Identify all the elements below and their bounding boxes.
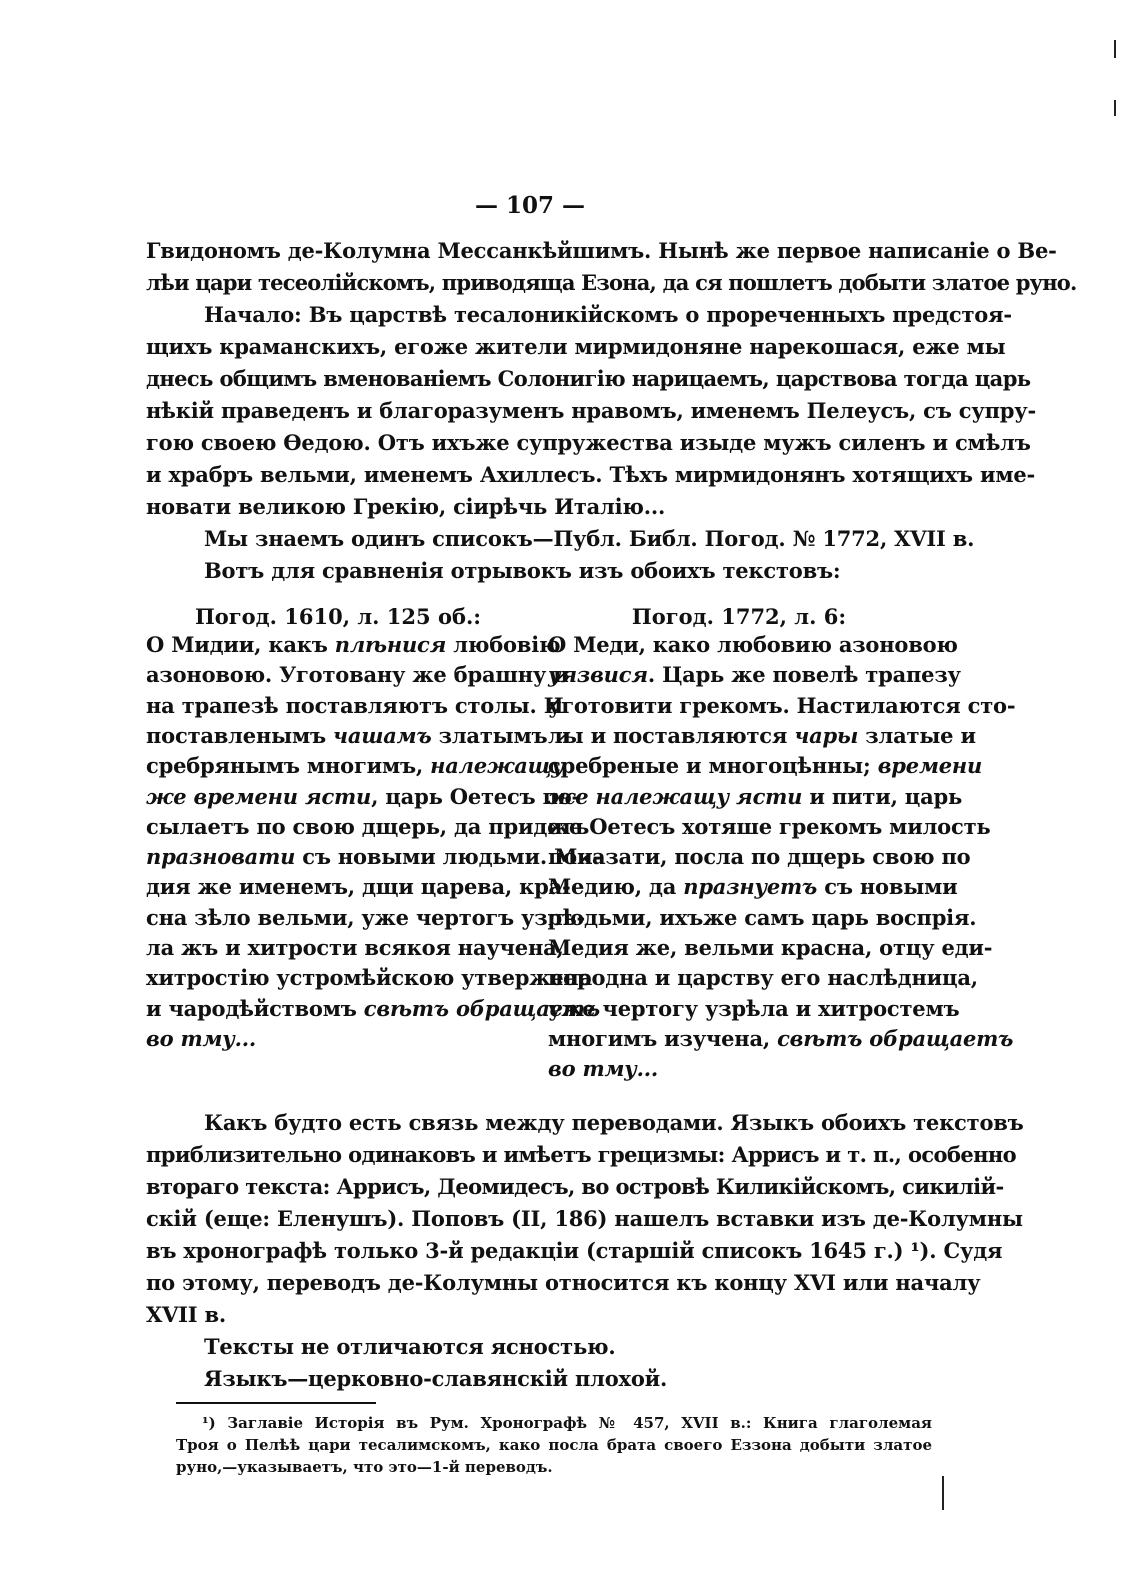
text-fragment: съ новыми — [817, 874, 958, 900]
text-fragment: хитростію устромѣйскою утвержена — [146, 965, 592, 991]
text-fragment: же Оетесъ хотяше грекомъ милость — [548, 813, 991, 839]
right-column-line — [548, 813, 991, 839]
text-fragment: лы и поставляются — [548, 722, 795, 748]
left-column-line — [146, 692, 564, 718]
text-fragment: показати, посла по дщерь свою по — [548, 844, 971, 870]
italic-fragment: свѣтъ обращаетъ — [363, 995, 600, 1021]
text-fragment: сребрянымъ многимъ, — [146, 753, 431, 779]
intro-line: новати великою Грекію, сіирѣчь Италію... — [146, 494, 666, 519]
italic-fragment: плѣнися — [334, 632, 447, 657]
italic-fragment: належащу — [430, 753, 564, 779]
text-fragment: многимъ изучена, — [548, 1025, 778, 1051]
right-column-line — [548, 692, 1016, 718]
italic-fragment: празнуетъ — [683, 874, 818, 900]
italic-fragment: свѣтъ обращаетъ — [777, 1025, 1014, 1051]
text-fragment: съ новыми людьми. Ми- — [295, 844, 602, 870]
text-fragment: людьми, ихъже самъ царь воспрія. — [548, 904, 977, 930]
left-column-line — [146, 965, 592, 991]
right-column-line — [548, 935, 993, 960]
left-column-line — [146, 874, 571, 900]
text-fragment: нородна и царству его наслѣдница, — [548, 965, 978, 991]
italic-fragment: же времени ясти — [146, 783, 372, 809]
text-fragment: О Мидии, какъ — [146, 632, 335, 657]
left-column-heading: Погод. 1610, л. 125 об.: — [194, 604, 482, 629]
left-column-line — [146, 753, 564, 779]
right-column-line — [548, 783, 963, 809]
intro-line: нѣкій праведенъ и благоразуменъ нравомъ, именемъ Пелеусъ, съ супру- — [146, 398, 1037, 423]
text-fragment: сна зѣло вельми, уже чертогъ узрѣ- — [146, 904, 586, 930]
italic-fragment: чашамъ — [333, 722, 432, 748]
body-line: въ хронографѣ только 3-й редакціи (старшій списокъ 1645 г.) ¹). Судя — [146, 1238, 1003, 1263]
right-column-line — [548, 904, 977, 930]
text-fragment: и пити, царь — [802, 783, 963, 809]
italic-fragment: празновати — [146, 844, 296, 870]
left-column-line — [146, 935, 564, 960]
body-line: Тексты не отличаются ясностью. — [204, 1334, 616, 1359]
italic-fragment: же належащу ясти — [548, 783, 803, 809]
text-fragment: на трапезѣ поставляютъ столы. И — [146, 692, 564, 718]
left-column-line — [146, 722, 570, 748]
left-column-line — [146, 783, 581, 809]
right-column-line — [548, 753, 983, 779]
right-column-line — [548, 965, 978, 991]
intro-line: Начало: Въ царствѣ тесалоникійскомъ о прореченныхъ предстоя- — [204, 302, 1012, 327]
right-column-line — [548, 632, 958, 657]
left-column-line — [146, 844, 602, 870]
italic-fragment: во тму... — [548, 1056, 658, 1082]
text-fragment: Медия же, вельми красна, отцу еди- — [548, 935, 993, 960]
text-fragment: любовію — [446, 632, 561, 657]
footnote-line: руно,—указываетъ, что это—1-й переводъ. — [176, 1458, 553, 1476]
intro-line: гою своею Ѳедою. Отъ ихъже супружества изыде мужъ силенъ и смѣлъ — [146, 430, 1031, 455]
left-column-line — [146, 632, 561, 657]
intro-line: Вотъ для сравненія отрывокъ изъ обоихъ текстовъ: — [204, 558, 841, 583]
body-line: Какъ будто есть связь между переводами. Языкъ обоихъ текстовъ — [204, 1110, 1024, 1135]
intro-line: и храбръ вельми, именемъ Ахиллесъ. Тѣхъ мирмидонянъ хотящихъ име- — [146, 462, 1036, 487]
text-fragment: азоновою. Уготовану же брашну и — [146, 662, 569, 688]
page-number: — 107 — — [474, 192, 586, 219]
right-column-line — [548, 874, 958, 900]
text-fragment: уже чертогу узрѣла и хитростемъ — [548, 995, 960, 1021]
body-line: по этому, переводъ де-Колумны относится къ концу XVI или началу — [146, 1270, 981, 1295]
footnote-line: ¹) Заглавіе Исторія въ Рум. Хронографѣ № 457, XVII в.: Книга глаголемая — [202, 1414, 932, 1432]
intro-line: щихъ краманскихъ, егоже жители мирмидоняне нарекошася, еже мы — [146, 334, 1006, 359]
left-column-line — [146, 995, 600, 1021]
scan-margin-mark — [1114, 100, 1116, 116]
body-line: втораго текста: Аррисъ, Деомидесъ, во островѣ Киликійскомъ, сикилій- — [146, 1174, 1004, 1199]
italic-fragment: времени — [877, 753, 983, 779]
text-fragment: Медию, да — [548, 874, 684, 900]
body-line: Языкъ—церковно-славянскій плохой. — [204, 1366, 668, 1391]
right-column-line — [548, 844, 971, 870]
right-column-line — [548, 722, 976, 748]
italic-fragment: уязвися — [548, 662, 648, 688]
text-fragment: дия же именемъ, дщи царева, кра- — [146, 874, 571, 900]
italic-fragment: чары — [794, 722, 859, 748]
text-fragment: , царь Оетесъ по- — [371, 783, 581, 809]
text-fragment: златымъ и — [431, 722, 570, 748]
text-fragment: О Меди, како любовию азоновою — [548, 632, 958, 657]
footnote-separator — [176, 1402, 376, 1404]
text-fragment: ла жъ и хитрости всякоя научена, — [146, 935, 564, 960]
intro-line: Гвидономъ де-Колумна Мессанкѣйшимъ. Нынѣ же первое написаніе о Ве- — [146, 238, 1057, 263]
right-column-line — [548, 1025, 1014, 1051]
body-line: XVII в. — [146, 1302, 227, 1327]
text-fragment: сребреные и многоцѣнны; — [548, 753, 878, 779]
footnote-line: Троя о Пелѣѣ цари тесалимскомъ, како посла брата своего Еззона добыти златое — [176, 1436, 932, 1454]
body-line: приблизительно одинаковъ и имѣетъ грецизмы: Аррисъ и т. п., особенно — [146, 1142, 1017, 1167]
text-fragment: сылаетъ по свою дщерь, да придетъ — [146, 813, 590, 839]
left-column-line — [146, 904, 586, 930]
scan-margin-mark — [1114, 40, 1116, 58]
intro-line: лѣи цари тесеолійскомъ, приводяща Езона, да ся пошлетъ добыти златое руно. — [146, 270, 1077, 295]
scan-margin-mark — [942, 1476, 944, 1510]
right-column-line — [548, 995, 960, 1021]
text-fragment: уготовити грекомъ. Настилаются сто- — [548, 692, 1016, 718]
left-column-line — [146, 813, 590, 839]
right-column-line — [548, 662, 961, 688]
right-column-line — [548, 1056, 658, 1081]
intro-line: Мы знаемъ одинъ списокъ—Публ. Библ. Погод. № 1772, XVII в. — [204, 526, 975, 551]
text-fragment: поставленымъ — [146, 722, 334, 748]
left-column-line — [146, 1026, 256, 1051]
text-fragment: и чародѣйствомъ — [146, 995, 364, 1021]
right-column-heading: Погод. 1772, л. 6: — [631, 604, 847, 629]
left-column-line — [146, 662, 569, 688]
text-fragment: . Царь же повелѣ трапезу — [647, 662, 961, 688]
intro-line: днесь общимъ вменованіемъ Солонигію нарицаемъ, царствова тогда царь — [146, 366, 1031, 391]
body-line: скій (еще: Еленушъ). Поповъ (II, 186) нашелъ вставки изъ де-Колумны — [146, 1206, 1023, 1231]
italic-fragment: во тму... — [146, 1025, 256, 1051]
text-fragment: златые и — [858, 722, 976, 748]
